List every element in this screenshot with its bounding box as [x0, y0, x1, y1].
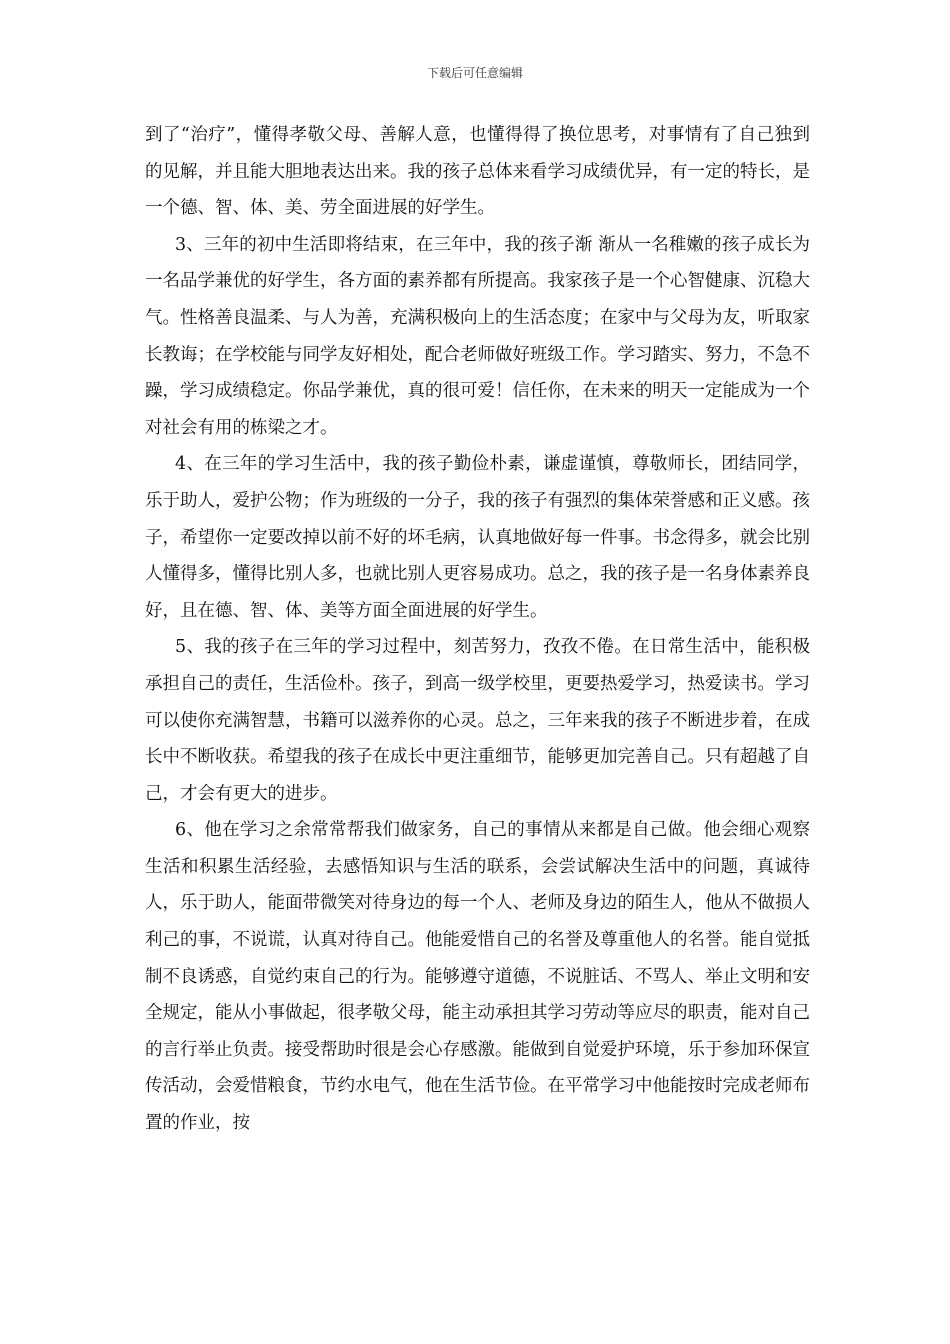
paragraph-continued: 到了“治疗”，懂得孝敬父母、善解人意，也懂得得了换位思考，对事情有了自己独到的见解，并且能大胆地表达出来。我的孩子总体来看学习成绩优异，有一定的特长，是一个德、智、体、美、劳全面进展的好学生。 [145, 125, 810, 219]
page-header: 下载后可任意编辑 [426, 66, 523, 80]
paragraph-6: 6、他在学习之余常常帮我们做家务，自己的事情从来都是自己做。他会细心观察生活和积累生活经验，去感悟知识与生活的联系，会尝试解决生活中的问题，真诚待人，乐于助人，能面带微笑对待身边的每一个人、老师及身边的陌生人，他从不做损人利己的事，不说谎，认真对待自己。他能爱惜自己的名誉及尊重他人的名誉。能自觉抵制不良诱惑，自觉约束自己的行为。能够遵守道德，不说脏话、不骂人、举止文明和安全规定，能从小事做起，很孝敬父母，能主动承担其学习劳动等应尽的职责，能对自己的言行举止负责。接受帮助时很是会心存感激。能做到自觉爱护环境，乐于参加环保宣传活动，会爱惜粮食，节约水电气，他在生活节俭。在平常学习中他能按时完成老师布置的作业，按 [145, 820, 810, 1134]
document-body [145, 117, 810, 1142]
paragraph-5: 5、我的孩子在三年的学习过程中，刻苦努力，孜孜不倦。在日常生活中，能积极承担自己的责任，生活俭朴。孩子，到高一级学校里，更要热爱学习，热爱读书。学习可以使你充满智慧，书籍可以滋养你的心灵。总之，三年来我的孩子不断进步着，在成长中不断收获。希望我的孩子在成长中更注重细节，能够更加完善自己。只有超越了自己，才会有更大的进步。 [145, 637, 810, 804]
paragraph-4: 4、在三年的学习生活中，我的孩子勤俭朴素，谦虚谨慎，尊敬师长，团结同学，乐于助人，爱护公物；作为班级的一分子，我的孩子有强烈的集体荣誉感和正义感。孩子，希望你一定要改掉以前不好的坏毛病，认真地做好每一件事。书念得多，就会比别人懂得多，懂得比别人多，也就比别人更容易成功。总之，我的孩子是一名身体素养良好，且在德、智、体、美等方面全面进展的好学生。 [145, 454, 810, 621]
paragraph-3: 3、三年的初中生活即将结束，在三年中，我的孩子渐 渐从一名稚嫩的孩子成长为一名品学兼优的好学生，各方面的素养都有所提高。我家孩子是一个心智健康、沉稳大气。性格善良温柔、与人为善，充满积极向上的生活态度；在家中与父母为友，听取家长教诲；在学校能与同学友好相处，配合老师做好班级工作。学习踏实、努力，不急不躁，学习成绩稳定。你品学兼优，真的很可爱！信任你，在未来的明天一定能成为一个对社会有用的栋梁之才。 [145, 234, 810, 438]
